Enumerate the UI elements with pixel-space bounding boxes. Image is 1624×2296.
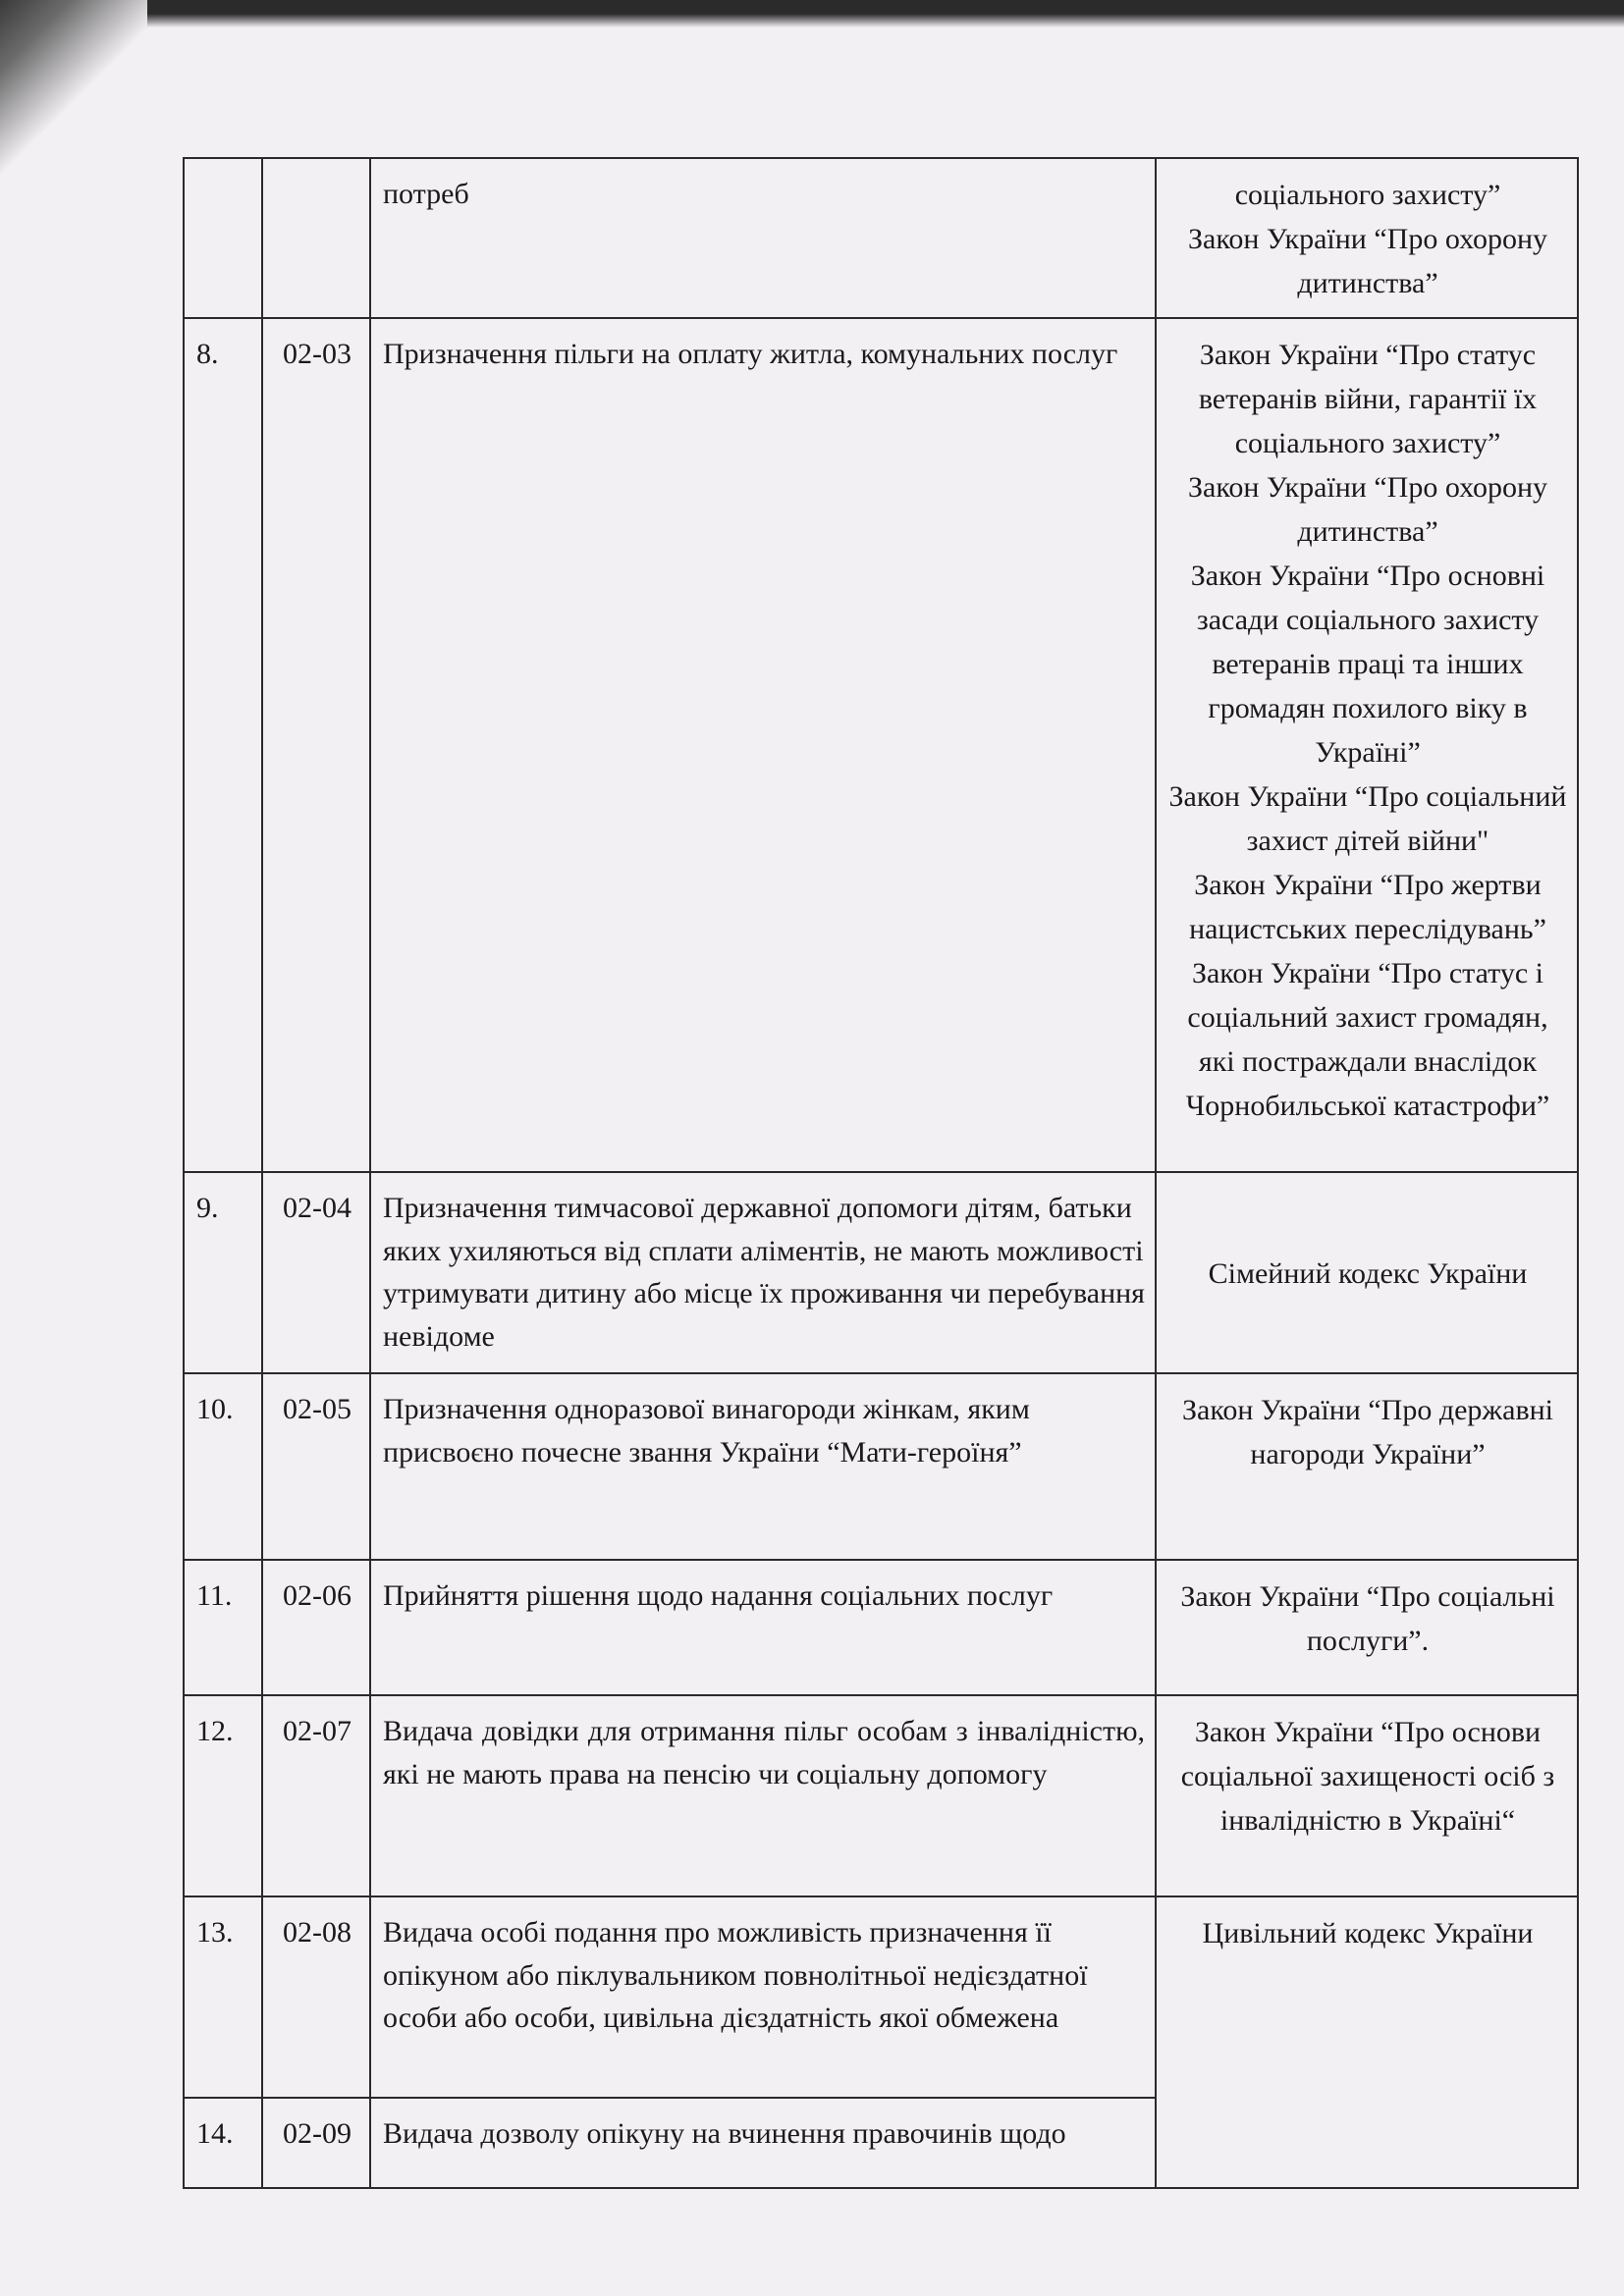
service-name: Видача дозволу опікуну на вчинення правочинів щодо <box>370 2098 1156 2188</box>
legal-basis-line: Закон України “Про основи соціальної захищеності осіб з інвалідністю в Україні“ <box>1180 1716 1555 1837</box>
legal-basis-line: Закон України “Про державні нагороди України” <box>1181 1394 1554 1470</box>
table-row <box>184 318 1578 1172</box>
legal-basis-line: Закон України “Про статус ветеранів війни, гарантії їх соціального захисту” <box>1198 339 1538 459</box>
row-number: 9. <box>184 1172 262 1373</box>
service-name: Призначення тимчасової державної допомоги дітям, батьки яких ухиляються від сплати аліментів, не мають можливості утримувати дитину або місце їх проживання чи перебування невідоме <box>370 1172 1156 1373</box>
table-row <box>184 1695 1578 1896</box>
legal-basis-line: Закон України “Про статус і соціальний захист громадян, які постраждали внаслідок Чорнобильської катастрофи” <box>1185 957 1550 1122</box>
legal-basis-line: Закон України “Про жертви нацистських переслідувань” <box>1189 869 1546 945</box>
service-code: 02-09 <box>262 2098 370 2188</box>
legal-basis <box>1156 1896 1578 2188</box>
service-code: 02-03 <box>262 318 370 1172</box>
table-row <box>184 158 1578 318</box>
service-code: 02-06 <box>262 1560 370 1695</box>
service-name: Прийняття рішення щодо надання соціальних послуг <box>370 1560 1156 1695</box>
legal-basis-line: Закон України “Про соціальний захист дітей війни" <box>1168 780 1567 857</box>
service-name: Призначення пільги на оплату житла, комунальних послуг <box>370 318 1156 1172</box>
table-row <box>184 1896 1578 2098</box>
row-number: 11. <box>184 1560 262 1695</box>
table-row <box>184 1373 1578 1560</box>
legal-basis <box>1156 318 1578 1172</box>
table-row <box>184 1172 1578 1373</box>
service-code: 02-08 <box>262 1896 370 2098</box>
table-row <box>184 1560 1578 1695</box>
row-number: 13. <box>184 1896 262 2098</box>
service-code: 02-04 <box>262 1172 370 1373</box>
row-number: 14. <box>184 2098 262 2188</box>
service-code: 02-07 <box>262 1695 370 1896</box>
service-name: Призначення одноразової винагороди жінкам, яким присвоєно почесне звання України “Мати-героїня” <box>370 1373 1156 1560</box>
scan-edge <box>147 0 1624 27</box>
legal-basis-line: Цивільний кодекс України <box>1202 1917 1534 1949</box>
scan-shadow <box>0 0 177 216</box>
legal-basis-line: Закон України “Про охорону дитинства” <box>1187 471 1548 548</box>
services-table <box>183 157 1579 2189</box>
service-name: Видача особі подання про можливість призначення її опікуном або піклувальником повнолітньої недієздатної особи або особи, цивільна дієздатність якої обмежена <box>370 1896 1156 2098</box>
service-name: потреб <box>370 158 1156 318</box>
legal-basis <box>1156 1172 1578 1373</box>
legal-basis-line: Закон України “Про основні засади соціального захисту ветеранів праці та інших громадян похилого віку в Україні” <box>1190 560 1545 769</box>
service-code: 02-05 <box>262 1373 370 1560</box>
legal-basis-line: Сімейний кодекс України <box>1208 1257 1528 1290</box>
legal-basis-line: соціального захисту” <box>1234 179 1501 211</box>
service-name: Видача довідки для отримання пільг особам з інвалідністю, які не мають права на пенсію чи соціальну допомогу <box>370 1695 1156 1896</box>
service-code <box>262 158 370 318</box>
row-number: 12. <box>184 1695 262 1896</box>
row-number: 8. <box>184 318 262 1172</box>
legal-basis-line: Закон України “Про соціальні послуги”. <box>1180 1580 1555 1657</box>
legal-basis <box>1156 158 1578 318</box>
row-number <box>184 158 262 318</box>
legal-basis-line: Закон України “Про охорону дитинства” <box>1187 223 1548 299</box>
legal-basis <box>1156 1373 1578 1560</box>
legal-basis <box>1156 1560 1578 1695</box>
row-number: 10. <box>184 1373 262 1560</box>
legal-basis <box>1156 1695 1578 1896</box>
